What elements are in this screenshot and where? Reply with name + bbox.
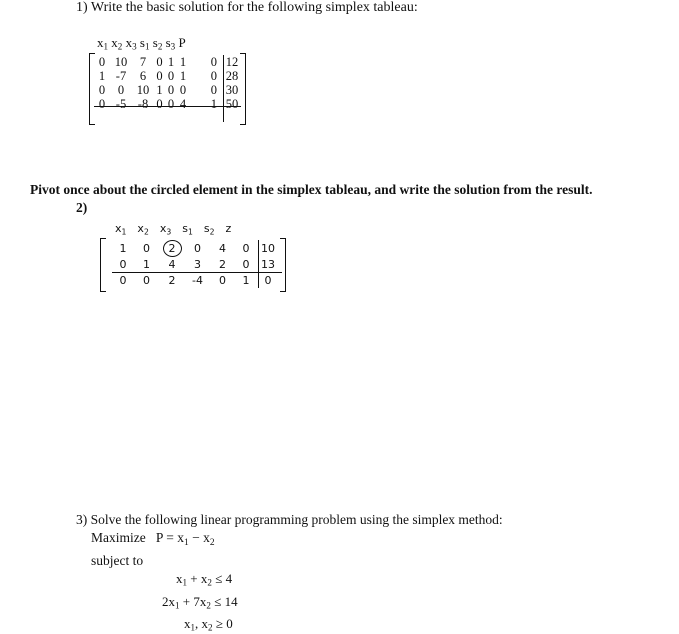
pivot-element-circle: 2	[163, 240, 182, 257]
objective-function: $P = x_1 - x_2$	[155, 530, 215, 548]
cell: 0	[156, 69, 163, 83]
objective-line	[91, 530, 215, 548]
cell: 0	[210, 83, 217, 97]
question-2-instruction: Pivot once about the circled element in the simplex tableau, and write the solution from the result.	[30, 182, 593, 197]
cell: 0	[167, 97, 175, 111]
cell: 10	[136, 83, 150, 97]
tableau-1-headers: $x_1$ $x_2$ $x_3$ $s_1$ $s_2$ $s_3$ P	[97, 35, 186, 52]
cell: 0	[156, 55, 163, 69]
cell: 0	[242, 258, 250, 271]
table-row	[94, 97, 241, 111]
tableau-2-left-bracket	[100, 238, 106, 292]
cell: 7	[139, 55, 147, 69]
maximize-label: Maximize	[91, 530, 146, 545]
cell: 4	[219, 241, 226, 255]
question-3-title: 3) Solve the following linear programming problem using the simplex method:	[76, 512, 503, 527]
cell: 1	[156, 83, 163, 97]
cell: 10	[114, 55, 128, 69]
cell: 2	[219, 258, 226, 271]
cell: 4	[168, 258, 176, 271]
constraint-1: $x_1 + x_2 \le 4$	[176, 571, 233, 588]
table-row	[94, 55, 241, 69]
cell: 1	[119, 241, 127, 255]
cell: 0	[156, 97, 163, 111]
cell: 1	[98, 69, 106, 83]
table-row	[112, 257, 279, 273]
constraint-nonnegativity: $x_1$, $x_2 \ge 0$	[184, 616, 233, 633]
cell: 0	[167, 69, 175, 83]
cell: 0	[117, 83, 125, 97]
cell: 1	[210, 97, 217, 111]
cell: 1	[179, 69, 187, 83]
cell: 0	[143, 241, 150, 255]
cell: -4	[192, 273, 203, 287]
cell: 3	[194, 258, 201, 271]
cell: 0	[219, 273, 226, 287]
tableau-1	[94, 55, 241, 111]
cell: 0	[98, 97, 106, 111]
tableau-2-headers: $x_1$ $x_2$ $x_3$ $s_1$ $s_2$ z	[115, 222, 232, 237]
cell: 1	[143, 258, 150, 271]
table-row	[94, 69, 241, 83]
cell: -5	[115, 97, 127, 111]
cell: 0	[98, 55, 106, 69]
cell: 0	[143, 273, 150, 287]
cell: 0	[119, 258, 127, 271]
cell: 13	[261, 258, 275, 271]
cell: 10	[261, 241, 275, 255]
cell: 0	[264, 273, 272, 287]
cell: 2	[168, 273, 176, 287]
cell: 0	[98, 83, 106, 97]
pivot-cell	[159, 240, 185, 257]
cell: 6	[139, 69, 147, 83]
table-row	[112, 240, 279, 257]
cell: 0	[167, 83, 175, 97]
cell: -7	[115, 69, 127, 83]
cell: 4	[179, 97, 187, 111]
question-1-title: 1) Write the basic solution for the following simplex tableau:	[76, 0, 418, 15]
cell: 0	[119, 273, 127, 287]
question-2-label: 2)	[76, 200, 88, 215]
cell: 1	[179, 55, 187, 69]
cell: -8	[137, 97, 149, 111]
cell: 1	[167, 55, 175, 69]
cell: 0	[210, 55, 217, 69]
cell: 0	[210, 69, 217, 83]
cell: 0	[242, 241, 250, 255]
cell: 1	[242, 273, 250, 287]
cell: 30	[225, 83, 239, 97]
subject-to-label: subject to	[91, 553, 144, 568]
cell: 28	[225, 69, 239, 83]
cell: 12	[225, 55, 239, 69]
cell: 0	[179, 83, 187, 97]
table-row	[94, 83, 241, 97]
cell: 50	[225, 97, 239, 111]
tableau-2-right-bracket	[280, 238, 286, 292]
cell: 0	[194, 241, 201, 255]
constraint-2: $2x_1 + 7x_2 \le 14$	[162, 594, 238, 611]
tableau-2	[112, 240, 279, 288]
table-row	[112, 273, 279, 289]
